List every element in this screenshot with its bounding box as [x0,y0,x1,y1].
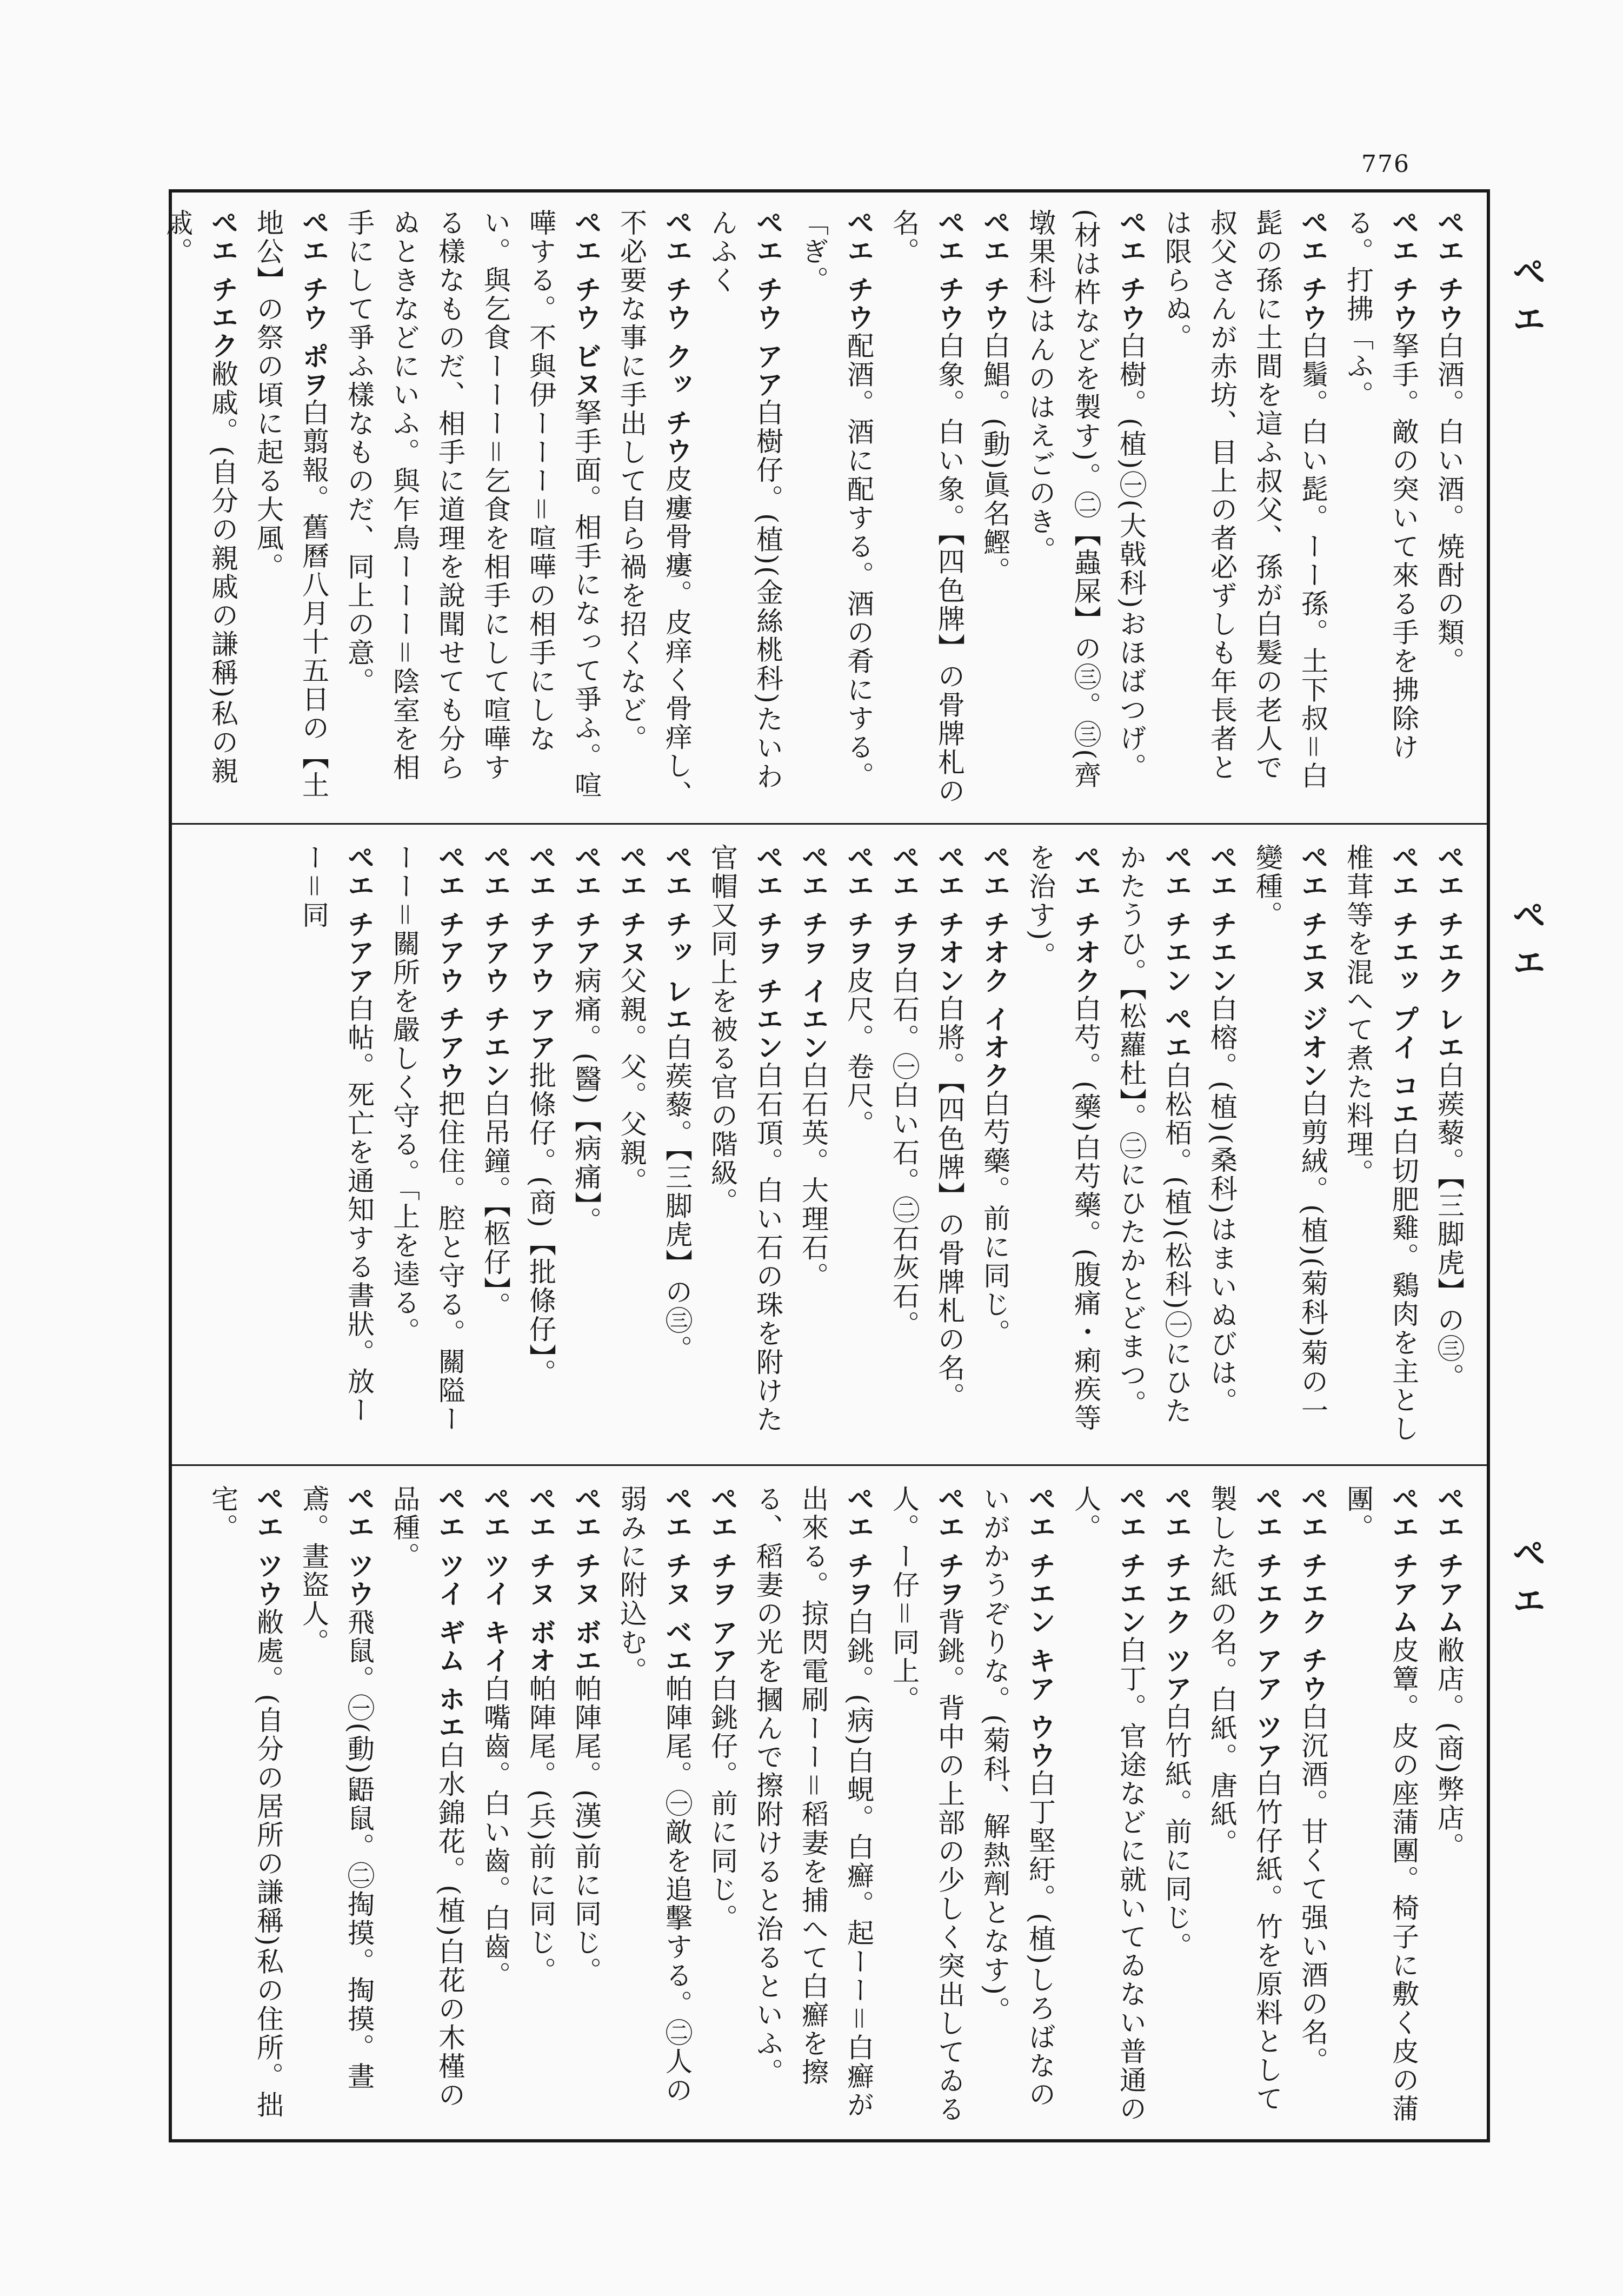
dictionary-entry [563,844,609,1452]
section-divider [172,823,1487,825]
dictionary-entry [700,844,790,1452]
entry-headword: ぺエ チヲ アア [707,1485,738,1675]
page-number: 776 [1361,150,1410,178]
dictionary-entry [336,209,609,810]
dictionary-entry [972,844,1017,1452]
dictionary-entry [972,209,1017,810]
dictionary-entry [155,209,245,810]
entry-definition: 配酒。酒に配する。酒の肴にする。「ぎ。 [797,209,874,791]
dictionary-entry [790,209,881,810]
entry-headword: ぺエ チアム [1388,1485,1419,1636]
dictionary-section-2 [172,827,1487,1463]
entry-headword: ぺエ チヲ [888,844,920,967]
entry-headword: ぺエ チウ アア [752,209,783,399]
entry-definition: 白蒺藜。【三脚虎】の㊂。 [661,1033,693,1364]
entry-headword: ぺエ チヌ ボエ [570,1485,602,1675]
entry-definition: 白竹仔紙。竹を原料として製した紙の名。白紙。唐紙。 [1206,1485,1283,2114]
dictionary-entry [1426,209,1472,810]
entry-headword: ぺエ チウ [843,209,874,332]
dictionary-entry [836,844,881,1452]
entry-headword: ぺエ チヲ [843,1485,874,1608]
side-header-top: ぺエ [1507,254,1546,349]
dictionary-entry [609,844,654,1452]
entry-definition: 白吊鐘。【柩仔】。 [480,1089,511,1320]
entry-headword: ぺエ チウ [1388,209,1419,332]
dictionary-section-1 [162,193,1487,821]
entry-definition: 白石頂。白い石の珠を附けた官帽又同上を被る官の階級。 [707,844,783,1434]
dictionary-entry [609,209,700,810]
dictionary-entry [1154,209,1335,810]
entry-headword: ぺエ チアウ チエン [480,844,511,1090]
entry-definition: 白剪絨。(植)(菊科)菊の一變種。 [1252,844,1328,1425]
entry-headword: ぺエ チエク レエ [1433,844,1465,1061]
entry-definition: 白丁堅紆。(植)しろばなのいがかうぞりな。(菊科、解熱劑となす)。 [979,1485,1056,2109]
entry-headword: ぺエ ツウ [343,1485,375,1608]
entry-definition: 白鬚。白い髭。ーー孫。土下叔＝白髭の孫に土間を這ふ叔父、孫が白髮の老人で叔父さんが赤坊、目上の者必ずしも年長者とは限らぬ。 [1161,209,1328,791]
entry-headword: ぺエ チウ [1297,209,1328,332]
dictionary-entry [654,844,700,1452]
dictionary-entry [1199,844,1245,1452]
entry-definition: 敝戚。(自分の親戚の謙稱)私の親戚。 [162,209,238,786]
entry-headword: ぺエ ツイ キイ [480,1485,511,1675]
entry-headword: ぺエ チアウ アア [525,844,556,1061]
dictionary-entry [473,1485,518,2128]
entry-headword: ぺエ チヲ チエン [752,844,783,1061]
entry-columns [187,1485,1472,2128]
entry-definition: 拏手。敵の突いて來る手を拂除ける。打拂「ふ。 [1342,209,1419,762]
entry-definition: 白蒺藜。【三脚虎】の㊂。 [1433,1061,1465,1392]
entry-headword: ぺエ チヌ ボオ [525,1485,556,1675]
entry-definition: 皮尺。卷尺。 [843,966,874,1139]
entry-headword: ぺエ ツイ ギム ホエ [434,1485,465,1742]
dictionary-entry [1335,844,1426,1452]
dictionary-entry [1108,844,1199,1452]
dictionary-entry [518,1485,563,2128]
entry-headword: ぺエ チウ [1433,209,1465,332]
dictionary-entry [745,1485,881,2128]
dictionary-entry [881,1485,972,2128]
dictionary-entry [881,844,927,1452]
entry-headword: ぺエ チウ [934,209,965,332]
entry-definition: 白竹紙。前に同じ。 [1161,1702,1192,1961]
dictionary-entry [1245,844,1335,1452]
dictionary-section-3 [172,1469,1487,2139]
dictionary-entry [881,209,972,810]
dictionary-entry [790,844,836,1452]
side-header-bottom: ぺエ [1507,1536,1546,1631]
entry-definition: 白松栢。(植)(松科)㊀にひたかたうひ。【松蘿杜】。㊁にひたかとどまつ。 [1115,844,1192,1425]
entry-definition: 白嘴齒。白い齒。白齒。 [480,1674,511,1990]
entry-columns [187,844,1472,1452]
entry-definition: 拏手面。相手になって爭ふ。喧嘩する。不與伊ーーー＝喧嘩の相手にしない。與乞食ーーー＝乞食を相手にして喧嘩する樣なものだ、相手に道理を說聞せても分らぬときなどにいふ。與乍鳥ーーー＝陰室を相手にして爭ふ樣なものだ、同上の意。 [343,209,602,800]
dictionary-entry [291,844,382,1452]
dictionary-entry [972,1485,1063,2128]
dictionary-entry [1426,844,1472,1452]
dictionary-entry [1017,209,1154,810]
dictionary-entry [1290,1485,1335,2128]
entry-definition: 白銚。(病)白蜆。白癬。起ーー＝白癬が出來る。掠閃電刷ーー＝稻妻を捕へて白癬を擦る、稻妻の光を摑んで擦附けると治るといふ。 [752,1485,874,2120]
entry-definition: 白水錦花。(植)白花の木槿の品種。 [389,1485,465,2110]
entry-headword: ぺエ チウ クッ チウ [661,209,693,466]
dictionary-entry [700,209,790,810]
entry-headword: ぺエ チウ ポヲ [298,209,329,399]
entry-definition: 皮瘻骨瘻。皮痒く骨痒し、不必要な事に手出して自ら禍を招くなど。 [616,209,693,809]
entry-definition: 白沉酒。甘くて强い酒の名。 [1297,1702,1328,2075]
entry-definition: 敝店。(商)弊店。 [1433,1636,1465,1861]
dictionary-entry [700,1485,745,2128]
entry-headword: ぺエ チウ [1115,209,1147,332]
entry-headword: ぺエ チアア [343,844,375,995]
entry-definition: 病痛。(醫)【病痛】。 [570,966,602,1236]
dictionary-entry [563,1485,609,2128]
entry-headword: ぺエ チオン [934,844,965,995]
entry-headword: ぺエ チッ レエ [661,844,693,1033]
entry-definition: 白樹。(植)㊀(大戟科)おほばつげ。(材は杵などを製す)。㊁【蟲屎】の㊂。㊂(齊墩果科)はんのはえごのき。 [1025,209,1147,790]
entry-definition: 白鯧。(動)眞名鰹。 [979,331,1010,586]
entry-headword: ぺエ チエン ぺエ [1161,844,1192,1061]
dictionary-entry [382,844,473,1452]
entry-definition: 背銚。背中の上部の少しく突出してゐる人。ー仔＝同上。 [888,1485,965,2124]
entry-headword: ぺエ チエヌ ジオン [1297,844,1328,1090]
entry-definition: 白芍。(藥)白芍藥。(腹痛・痢疾等を治す)。 [1025,844,1101,1432]
entry-headword: ぺエ チエン キア ウウ [1025,1485,1056,1770]
entry-headword: ぺエ チエク ツア [1161,1485,1192,1703]
entry-definition: 帕陣尾。(兵)前に同じ。 [525,1674,556,1986]
entry-headword: ぺエ チエン [1115,1485,1147,1636]
dictionary-entry [200,1485,291,2128]
entry-definition: 白帖。死亡を通知する書狀。放ーー＝同 [298,844,375,1425]
dictionary-entry [1335,209,1426,810]
entry-headword: ぺエ チエク チウ [1297,1485,1328,1703]
entry-definition: 白象。白い象。【四色牌】の骨牌札の名。 [888,209,965,806]
entry-definition: 敝處。(自分の居所の謙稱)私の住所。拙宅。 [207,1485,284,2120]
dictionary-entry [1017,844,1108,1452]
entry-definition: 白翦報。舊曆八月十五日の【土地公】の祭の頃に起る大風。 [252,209,329,800]
side-header-middle: ぺエ [1507,898,1546,993]
dictionary-entry [382,1485,473,2128]
dictionary-entry [1426,1485,1472,2128]
entry-definition: 白切肥雞。鷄肉を主とし椎茸等を混へて煮た料理。 [1342,844,1419,1444]
dictionary-entry [245,209,336,810]
dictionary-entry [473,844,518,1452]
entry-definition: 白榕。(植)(桑科)はまいぬびは。 [1206,994,1238,1416]
section-divider [172,1464,1487,1466]
entry-headword: ぺエ チエン [1206,844,1238,995]
dictionary-entry [609,1485,700,2128]
entry-definition: 白將。【四色牌】の骨牌札の名。 [934,994,965,1411]
entry-headword: ぺエ チヲ [934,1485,965,1608]
entry-headword: ぺエ チヌ ベエ [661,1485,693,1675]
dictionary-entry [518,844,563,1452]
entry-headword: ぺエ チオク イオク [979,844,1010,1090]
entry-definition: 父親。父。父親。 [616,966,647,1196]
entry-definition: 白石。㊀白い石。㊁石灰石。 [888,966,920,1339]
entry-headword: ぺエ ツウ [252,1485,284,1608]
entry-definition: 白丁。官途などに就いてゐない普通の人。 [1070,1485,1147,2124]
entry-columns [162,209,1472,810]
entry-definition: 白銚仔。前に同じ。 [707,1674,738,1933]
entry-headword: ぺエ チヲ [843,844,874,967]
dictionary-entry [1063,1485,1154,2128]
entry-headword: ぺエ チアム [1433,1485,1465,1636]
entry-headword: ぺエ チヌ [616,844,647,967]
entry-headword: ぺエ チエク [207,209,238,360]
dictionary-entry [927,844,972,1452]
entry-definition: 白酒。白い酒。焼酎の類。 [1433,331,1465,676]
entry-headword: ぺエ チエッ プイ コエ [1388,844,1419,1129]
entry-headword: ぺエ チエク アア ツア [1252,1485,1283,1770]
entry-headword: ぺエ チアウ チアウ [434,844,465,1090]
entry-definition: 白芍藥。前に同じ。 [979,1089,1010,1348]
entry-definition: 批條仔。(商)【批條仔】。 [525,1061,556,1388]
entry-definition: 飛鼠。㊀(動)鼯鼠。㊁掏摸。掏摸。晝鳶。晝盜人。 [298,1485,375,2091]
entry-headword: ぺエ チヲ イエン [797,844,829,1061]
entry-definition: 帕陣尾。(漢)前に同じ。 [570,1674,602,1986]
entry-definition: 白樹仔。(植)(金絲桃科)たいわんふく [707,209,783,791]
dictionary-entry [291,1485,382,2128]
entry-headword: ぺエ チウ ビヌ [570,209,602,399]
entry-definition: 帕陣尾。㊀敵を追擊する。㊁人の弱みに附込む。 [616,1485,693,2105]
dictionary-entry [1199,1485,1290,2128]
dictionary-entry [1335,1485,1426,2128]
entry-headword: ぺエ チオク [1070,844,1101,995]
dictionary-entry [1154,1485,1199,2128]
entry-definition: 皮簟。皮の座蒲團。椅子に敷く皮の蒲團。 [1342,1485,1419,2124]
entry-definition: 白石英。大理石。 [797,1061,829,1291]
entry-definition: 把住住。腔と守る。關隘ーーー＝關所を嚴しく守る。「上を逵る。 [389,844,465,1434]
entry-headword: ぺエ チア [570,844,602,967]
entry-headword: ぺエ チウ [979,209,1010,332]
